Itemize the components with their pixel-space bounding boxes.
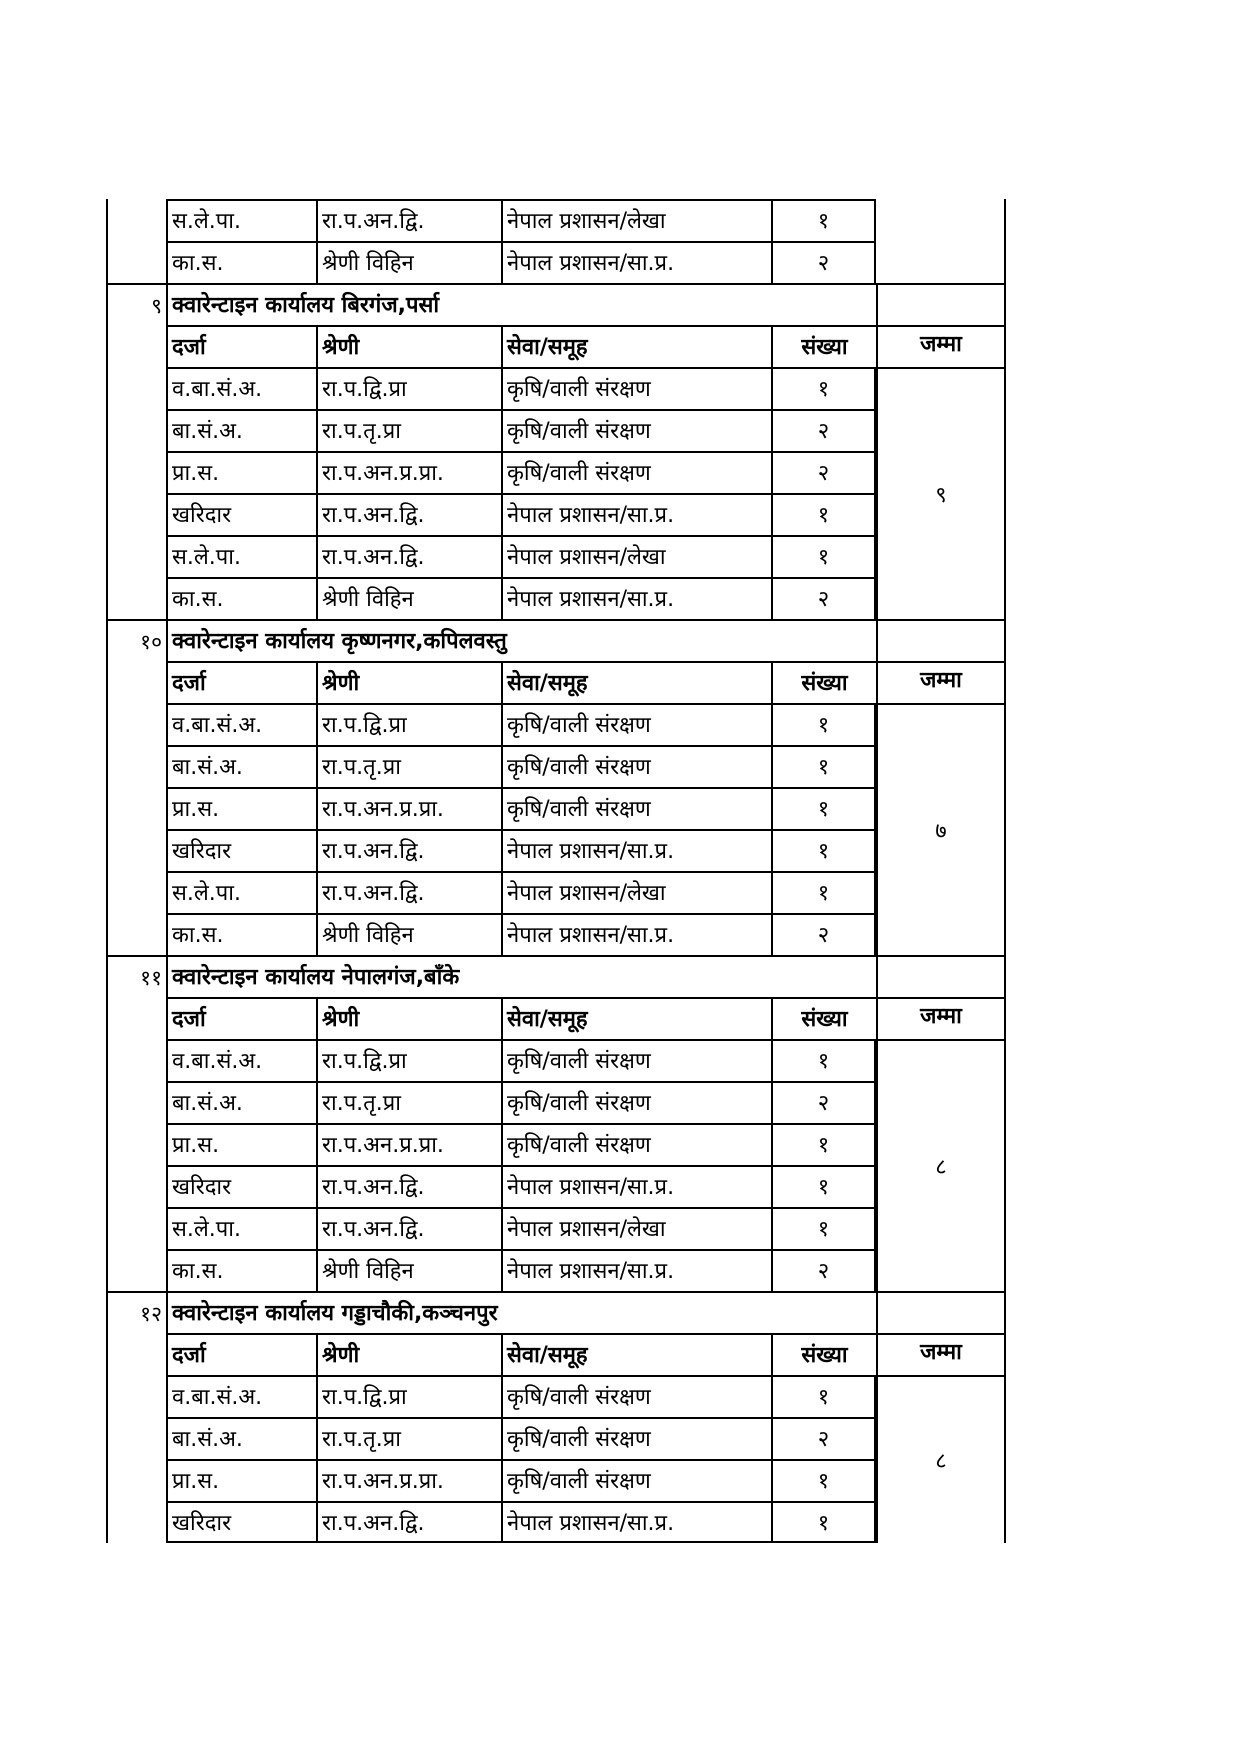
shreni-cell: रा.प.अन.द्वि. xyxy=(316,1165,501,1207)
sewa-cell: कृषि/वाली संरक्षण xyxy=(501,1081,771,1123)
sankhya-cell: १ xyxy=(771,1501,876,1543)
sankhya-cell: १ xyxy=(771,367,876,409)
header-darja: दर्जा xyxy=(166,1333,316,1375)
section-total: ८ xyxy=(876,1039,1006,1291)
sankhya-cell: १ xyxy=(771,1459,876,1501)
header-sewa: सेवा/समूह xyxy=(501,661,771,703)
sewa-cell: कृषि/वाली संरक्षण xyxy=(501,1039,771,1081)
serial-cell xyxy=(106,493,166,535)
serial-cell xyxy=(106,1249,166,1291)
shreni-cell: रा.प.अन.प्र.प्रा. xyxy=(316,787,501,829)
shreni-cell: रा.प.अन.द्वि. xyxy=(316,1501,501,1543)
serial-cell xyxy=(106,325,166,367)
serial-cell xyxy=(106,241,166,283)
sankhya-cell: २ xyxy=(771,409,876,451)
header-darja: दर्जा xyxy=(166,997,316,1039)
darja-cell: बा.सं.अ. xyxy=(166,409,316,451)
header-shreni: श्रेणी xyxy=(316,325,501,367)
title-blank-cell xyxy=(876,955,1006,997)
header-shreni: श्रेणी xyxy=(316,1333,501,1375)
darja-cell: प्रा.स. xyxy=(166,1459,316,1501)
darja-cell: स.ले.पा. xyxy=(166,199,316,241)
serial-cell xyxy=(106,577,166,619)
title-blank-cell xyxy=(876,1291,1006,1333)
serial-cell xyxy=(106,1417,166,1459)
shreni-cell: रा.प.अन.प्र.प्रा. xyxy=(316,1459,501,1501)
darja-cell: व.बा.सं.अ. xyxy=(166,1039,316,1081)
staffing-table xyxy=(106,199,1016,1543)
office-title: क्वारेन्टाइन कार्यालय कृष्णनगर,कपिलवस्तु xyxy=(166,619,876,661)
serial-cell xyxy=(106,703,166,745)
header-row xyxy=(106,997,1016,1039)
darja-cell: व.बा.सं.अ. xyxy=(166,1375,316,1417)
darja-cell: व.बा.सं.अ. xyxy=(166,703,316,745)
serial-cell xyxy=(106,1123,166,1165)
shreni-cell: रा.प.तृ.प्रा xyxy=(316,745,501,787)
sankhya-cell: २ xyxy=(771,1249,876,1291)
shreni-cell: श्रेणी विहिन xyxy=(316,241,501,283)
darja-cell: खरिदार xyxy=(166,1165,316,1207)
section-title-row xyxy=(106,619,1016,661)
header-sankhya: संख्या xyxy=(771,1333,876,1375)
sankhya-cell: २ xyxy=(771,451,876,493)
sewa-cell: कृषि/वाली संरक्षण xyxy=(501,367,771,409)
darja-cell: का.स. xyxy=(166,241,316,283)
sankhya-cell: १ xyxy=(771,787,876,829)
darja-cell: बा.सं.अ. xyxy=(166,1081,316,1123)
header-jamma: जम्मा xyxy=(876,997,1006,1039)
office-title: क्वारेन्टाइन कार्यालय नेपालगंज,बाँके xyxy=(166,955,876,997)
header-sankhya: संख्या xyxy=(771,325,876,367)
sewa-cell: नेपाल प्रशासन/लेखा xyxy=(501,1207,771,1249)
sankhya-cell: १ xyxy=(771,745,876,787)
serial-cell xyxy=(106,199,166,241)
sankhya-cell: १ xyxy=(771,535,876,577)
serial-cell xyxy=(106,1081,166,1123)
serial-cell xyxy=(106,829,166,871)
shreni-cell: श्रेणी विहिन xyxy=(316,1249,501,1291)
sewa-cell: नेपाल प्रशासन/लेखा xyxy=(501,535,771,577)
sewa-cell: नेपाल प्रशासन/लेखा xyxy=(501,871,771,913)
sewa-cell: नेपाल प्रशासन/सा.प्र. xyxy=(501,913,771,955)
shreni-cell: रा.प.अन.द्वि. xyxy=(316,829,501,871)
darja-cell: प्रा.स. xyxy=(166,787,316,829)
header-darja: दर्जा xyxy=(166,325,316,367)
shreni-cell: रा.प.द्वि.प्रा xyxy=(316,367,501,409)
serial-cell xyxy=(106,451,166,493)
sewa-cell: कृषि/वाली संरक्षण xyxy=(501,451,771,493)
sewa-cell: नेपाल प्रशासन/सा.प्र. xyxy=(501,577,771,619)
header-sankhya: संख्या xyxy=(771,997,876,1039)
section-title-row xyxy=(106,283,1016,325)
darja-cell: बा.सं.अ. xyxy=(166,745,316,787)
sewa-cell: कृषि/वाली संरक्षण xyxy=(501,787,771,829)
section-rows xyxy=(106,1039,1016,1291)
darja-cell: का.स. xyxy=(166,913,316,955)
serial-cell xyxy=(106,745,166,787)
shreni-cell: रा.प.तृ.प्रा xyxy=(316,1417,501,1459)
darja-cell: प्रा.स. xyxy=(166,1123,316,1165)
sewa-cell: कृषि/वाली संरक्षण xyxy=(501,409,771,451)
section-total: ९ xyxy=(876,367,1006,619)
darja-cell: खरिदार xyxy=(166,829,316,871)
serial-cell xyxy=(106,787,166,829)
shreni-cell: रा.प.अन.द्वि. xyxy=(316,535,501,577)
header-row xyxy=(106,661,1016,703)
header-row xyxy=(106,1333,1016,1375)
title-blank-cell xyxy=(876,619,1006,661)
section-rows xyxy=(106,367,1016,619)
sankhya-cell: १ xyxy=(771,871,876,913)
darja-cell: स.ले.पा. xyxy=(166,535,316,577)
header-row xyxy=(106,325,1016,367)
total-cell xyxy=(876,199,1006,283)
sankhya-cell: २ xyxy=(771,577,876,619)
section-title-row xyxy=(106,1291,1016,1333)
shreni-cell: रा.प.अन.द्वि. xyxy=(316,493,501,535)
darja-cell: व.बा.सं.अ. xyxy=(166,367,316,409)
sankhya-cell: २ xyxy=(771,241,876,283)
sankhya-cell: १ xyxy=(771,703,876,745)
section-title-row xyxy=(106,955,1016,997)
serial-cell xyxy=(106,1207,166,1249)
serial-number: १२ xyxy=(106,1291,166,1333)
sewa-cell: कृषि/वाली संरक्षण xyxy=(501,703,771,745)
continued-block xyxy=(106,199,1016,283)
sankhya-cell: २ xyxy=(771,913,876,955)
darja-cell: स.ले.पा. xyxy=(166,871,316,913)
serial-cell xyxy=(106,997,166,1039)
darja-cell: स.ले.पा. xyxy=(166,1207,316,1249)
darja-cell: का.स. xyxy=(166,1249,316,1291)
darja-cell: प्रा.स. xyxy=(166,451,316,493)
sankhya-cell: १ xyxy=(771,1375,876,1417)
darja-cell: खरिदार xyxy=(166,493,316,535)
serial-cell xyxy=(106,913,166,955)
shreni-cell: रा.प.अन.द्वि. xyxy=(316,199,501,241)
serial-cell xyxy=(106,871,166,913)
shreni-cell: श्रेणी विहिन xyxy=(316,577,501,619)
sankhya-cell: १ xyxy=(771,1165,876,1207)
serial-cell xyxy=(106,409,166,451)
section-rows xyxy=(106,1375,1016,1543)
darja-cell: बा.सं.अ. xyxy=(166,1417,316,1459)
serial-number: ९ xyxy=(106,283,166,325)
header-sewa: सेवा/समूह xyxy=(501,1333,771,1375)
header-shreni: श्रेणी xyxy=(316,997,501,1039)
header-jamma: जम्मा xyxy=(876,661,1006,703)
shreni-cell: रा.प.अन.प्र.प्रा. xyxy=(316,451,501,493)
serial-number: १० xyxy=(106,619,166,661)
sankhya-cell: २ xyxy=(771,1081,876,1123)
serial-number: ११ xyxy=(106,955,166,997)
sewa-cell: कृषि/वाली संरक्षण xyxy=(501,1123,771,1165)
serial-cell xyxy=(106,1459,166,1501)
shreni-cell: श्रेणी विहिन xyxy=(316,913,501,955)
office-title: क्वारेन्टाइन कार्यालय बिरगंज,पर्सा xyxy=(166,283,876,325)
header-shreni: श्रेणी xyxy=(316,661,501,703)
sewa-cell: नेपाल प्रशासन/सा.प्र. xyxy=(501,241,771,283)
serial-cell xyxy=(106,1165,166,1207)
sankhya-cell: १ xyxy=(771,199,876,241)
shreni-cell: रा.प.अन.द्वि. xyxy=(316,871,501,913)
office-title: क्वारेन्टाइन कार्यालय गड्डाचौकी,कञ्चनपुर xyxy=(166,1291,876,1333)
sankhya-cell: १ xyxy=(771,1039,876,1081)
title-blank-cell xyxy=(876,283,1006,325)
serial-cell xyxy=(106,1039,166,1081)
header-jamma: जम्मा xyxy=(876,325,1006,367)
serial-cell xyxy=(106,1501,166,1543)
sewa-cell: कृषि/वाली संरक्षण xyxy=(501,1417,771,1459)
sewa-cell: नेपाल प्रशासन/सा.प्र. xyxy=(501,829,771,871)
section-total: ७ xyxy=(876,703,1006,955)
darja-cell: खरिदार xyxy=(166,1501,316,1543)
header-sankhya: संख्या xyxy=(771,661,876,703)
shreni-cell: रा.प.द्वि.प्रा xyxy=(316,703,501,745)
darja-cell: का.स. xyxy=(166,577,316,619)
sewa-cell: कृषि/वाली संरक्षण xyxy=(501,1375,771,1417)
sankhya-cell: १ xyxy=(771,1123,876,1165)
sankhya-cell: २ xyxy=(771,1417,876,1459)
sewa-cell: कृषि/वाली संरक्षण xyxy=(501,1459,771,1501)
shreni-cell: रा.प.तृ.प्रा xyxy=(316,1081,501,1123)
sankhya-cell: १ xyxy=(771,1207,876,1249)
header-darja: दर्जा xyxy=(166,661,316,703)
header-sewa: सेवा/समूह xyxy=(501,997,771,1039)
sewa-cell: नेपाल प्रशासन/लेखा xyxy=(501,199,771,241)
shreni-cell: रा.प.द्वि.प्रा xyxy=(316,1039,501,1081)
sewa-cell: नेपाल प्रशासन/सा.प्र. xyxy=(501,1501,771,1543)
serial-cell xyxy=(106,1333,166,1375)
sewa-cell: नेपाल प्रशासन/सा.प्र. xyxy=(501,493,771,535)
sankhya-cell: १ xyxy=(771,493,876,535)
shreni-cell: रा.प.अन.प्र.प्रा. xyxy=(316,1123,501,1165)
header-jamma: जम्मा xyxy=(876,1333,1006,1375)
shreni-cell: रा.प.अन.द्वि. xyxy=(316,1207,501,1249)
section-rows xyxy=(106,703,1016,955)
serial-cell xyxy=(106,367,166,409)
section-total: ८ xyxy=(876,1375,1006,1543)
sewa-cell: कृषि/वाली संरक्षण xyxy=(501,745,771,787)
serial-cell xyxy=(106,1375,166,1417)
sewa-cell: नेपाल प्रशासन/सा.प्र. xyxy=(501,1249,771,1291)
serial-cell xyxy=(106,535,166,577)
header-sewa: सेवा/समूह xyxy=(501,325,771,367)
sewa-cell: नेपाल प्रशासन/सा.प्र. xyxy=(501,1165,771,1207)
serial-cell xyxy=(106,661,166,703)
shreni-cell: रा.प.तृ.प्रा xyxy=(316,409,501,451)
shreni-cell: रा.प.द्वि.प्रा xyxy=(316,1375,501,1417)
sankhya-cell: १ xyxy=(771,829,876,871)
